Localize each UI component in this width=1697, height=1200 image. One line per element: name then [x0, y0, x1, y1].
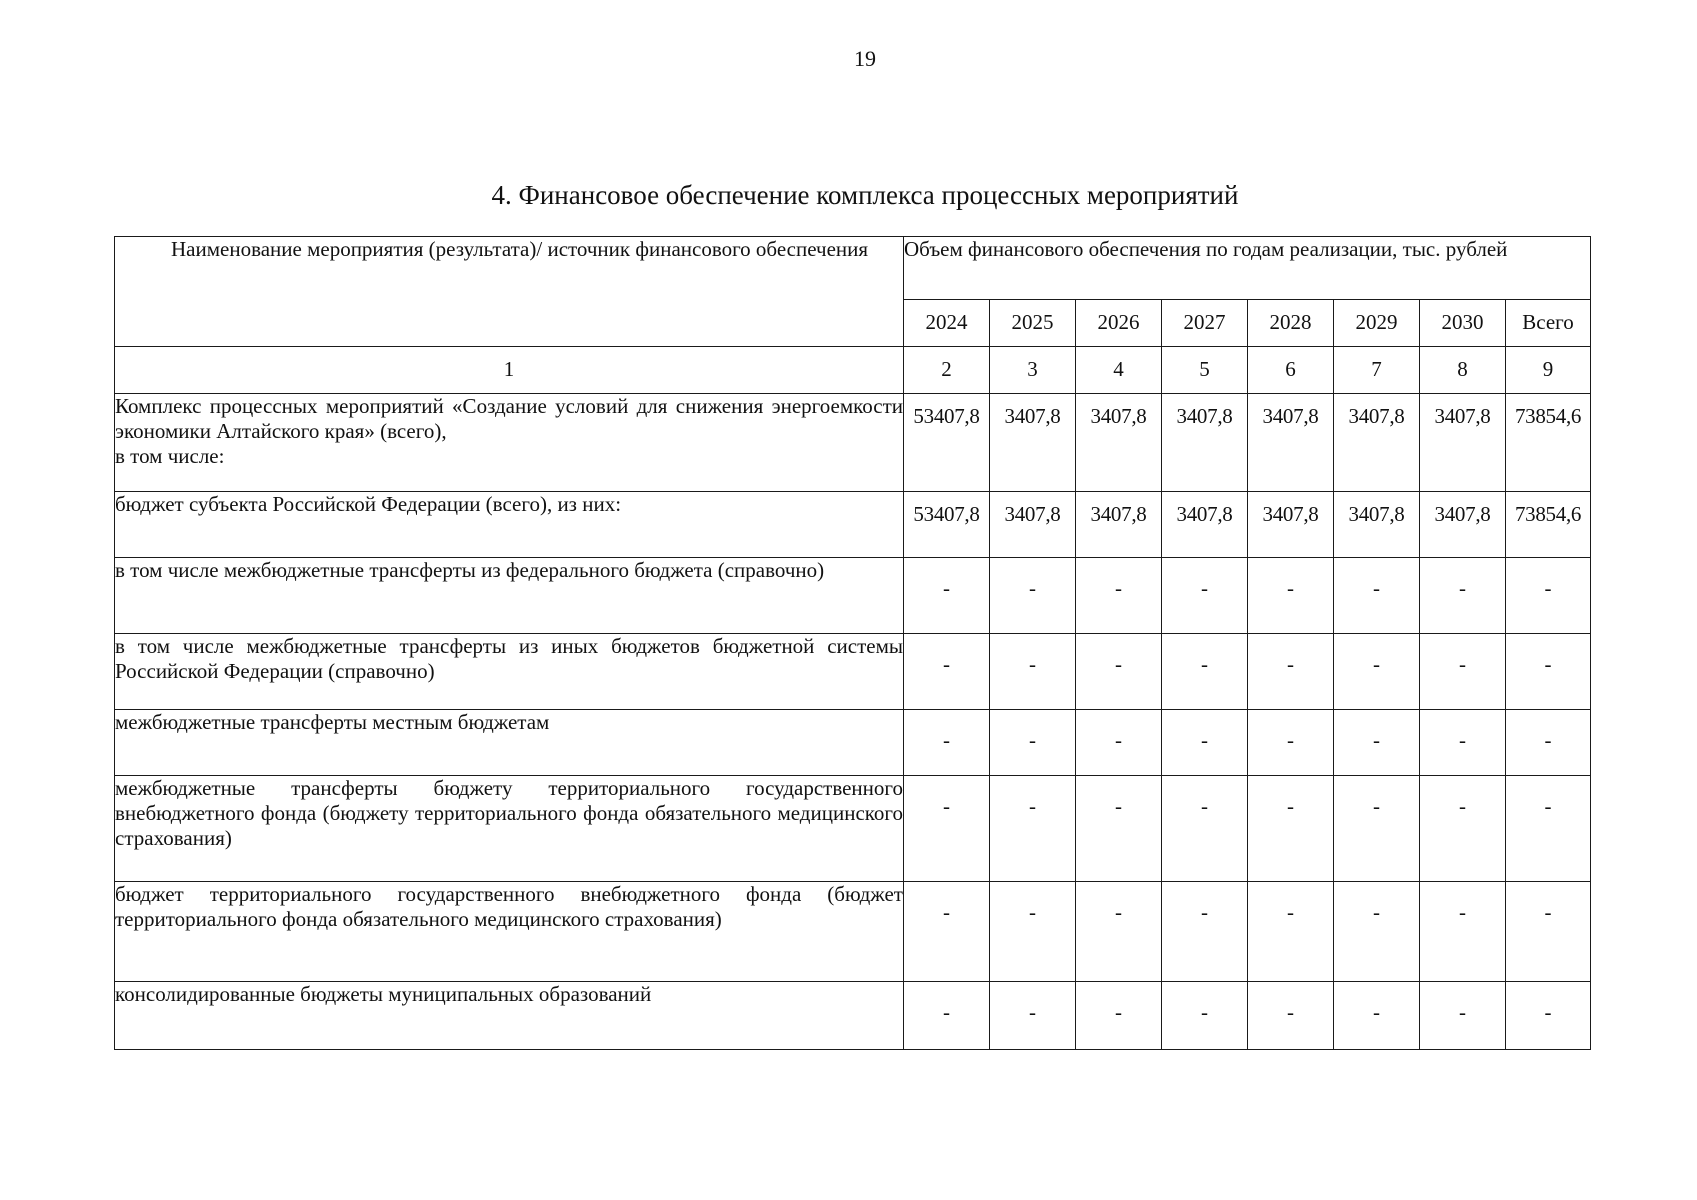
value-cell: -	[990, 776, 1076, 882]
row-name-cell: бюджет субъекта Российской Федерации (всего), из них:	[115, 492, 904, 558]
row-name-cell: межбюджетные трансферты бюджету территориального государственного внебюджетного фонда (бюджету территориального фонда обязательного медицинского страхования)	[115, 776, 904, 882]
value-cell: 3407,8	[1420, 394, 1506, 492]
value-cell: 3407,8	[1248, 492, 1334, 558]
column-number-cell: 5	[1162, 347, 1248, 394]
value-cell: 3407,8	[1248, 394, 1334, 492]
table-row	[115, 634, 1591, 710]
header-name-cell: Наименование мероприятия (результата)/ источник финансового обеспечения	[115, 237, 904, 347]
value-cell: -	[1162, 882, 1248, 982]
value-cell: 3407,8	[990, 394, 1076, 492]
total-value-cell: 73854,6	[1506, 492, 1591, 558]
value-cell: 3407,8	[1162, 492, 1248, 558]
column-numbers-row	[115, 347, 1591, 394]
column-number-cell: 6	[1248, 347, 1334, 394]
table-row	[115, 710, 1591, 776]
value-cell: -	[1420, 982, 1506, 1050]
value-cell: -	[1162, 982, 1248, 1050]
column-number-cell: 8	[1420, 347, 1506, 394]
value-cell: 3407,8	[1334, 394, 1420, 492]
year-cell: 2026	[1076, 300, 1162, 347]
value-cell: -	[1334, 710, 1420, 776]
year-cell: 2025	[990, 300, 1076, 347]
row-name-cell: консолидированные бюджеты муниципальных образований	[115, 982, 904, 1050]
page-number: 19	[854, 46, 876, 71]
value-cell: -	[1248, 710, 1334, 776]
value-cell: -	[990, 558, 1076, 634]
value-cell: -	[904, 776, 990, 882]
value-cell: -	[1248, 634, 1334, 710]
table-row	[115, 492, 1591, 558]
value-cell: -	[1420, 634, 1506, 710]
total-value-cell: 73854,6	[1506, 394, 1591, 492]
row-name-cell	[115, 394, 904, 492]
header-row	[115, 237, 1591, 300]
value-cell: -	[1334, 558, 1420, 634]
table-row	[115, 394, 1591, 492]
value-cell: -	[904, 634, 990, 710]
value-cell: -	[990, 882, 1076, 982]
value-cell: -	[1420, 710, 1506, 776]
year-cell: 2029	[1334, 300, 1420, 347]
total-value-cell: -	[1506, 710, 1591, 776]
value-cell: -	[1334, 776, 1420, 882]
year-cell: 2024	[904, 300, 990, 347]
year-total-cell: Всего	[1506, 300, 1591, 347]
value-cell: -	[1420, 776, 1506, 882]
value-cell: 53407,8	[904, 394, 990, 492]
column-number-cell: 9	[1506, 347, 1591, 394]
value-cell: -	[1334, 634, 1420, 710]
value-cell: -	[1248, 882, 1334, 982]
financing-table	[114, 236, 1591, 1050]
total-value-cell: -	[1506, 558, 1591, 634]
total-value-cell: -	[1506, 882, 1591, 982]
column-number-cell: 7	[1334, 347, 1420, 394]
value-cell: -	[1076, 634, 1162, 710]
total-value-cell: -	[1506, 776, 1591, 882]
row-name-cell: в том числе межбюджетные трансферты из иных бюджетов бюджетной системы Российской Федерации (справочно)	[115, 634, 904, 710]
value-cell: 53407,8	[904, 492, 990, 558]
value-cell: 3407,8	[1076, 492, 1162, 558]
value-cell: -	[1248, 558, 1334, 634]
header-volume-cell: Объем финансового обеспечения по годам реализации, тыс. рублей	[904, 237, 1591, 300]
column-number-cell: 1	[115, 347, 904, 394]
total-value-cell: -	[1506, 982, 1591, 1050]
value-cell: -	[1076, 776, 1162, 882]
value-cell: 3407,8	[1076, 394, 1162, 492]
row-name-cell: бюджет территориального государственного внебюджетного фонда (бюджет территориального фонда обязательного медицинского страхования)	[115, 882, 904, 982]
row-name-tail: в том числе:	[115, 444, 225, 469]
table-row	[115, 776, 1591, 882]
year-cell: 2028	[1248, 300, 1334, 347]
column-number-cell: 2	[904, 347, 990, 394]
total-value-cell: -	[1506, 634, 1591, 710]
column-number-cell: 3	[990, 347, 1076, 394]
value-cell: -	[990, 634, 1076, 710]
table-row	[115, 558, 1591, 634]
value-cell: -	[904, 710, 990, 776]
row-name-cell: в том числе межбюджетные трансферты из федерального бюджета (справочно)	[115, 558, 904, 634]
value-cell: -	[1334, 882, 1420, 982]
value-cell: 3407,8	[1162, 394, 1248, 492]
value-cell: -	[1248, 776, 1334, 882]
value-cell: -	[990, 710, 1076, 776]
year-cell: 2030	[1420, 300, 1506, 347]
table-row	[115, 982, 1591, 1050]
value-cell: 3407,8	[1420, 492, 1506, 558]
value-cell: -	[904, 558, 990, 634]
value-cell: -	[1076, 558, 1162, 634]
column-number-cell: 4	[1076, 347, 1162, 394]
section-title: 4. Финансовое обеспечение комплекса процессных мероприятий	[491, 180, 1239, 210]
value-cell: -	[904, 882, 990, 982]
value-cell: -	[1248, 982, 1334, 1050]
year-cell: 2027	[1162, 300, 1248, 347]
row-name-cell: межбюджетные трансферты местным бюджетам	[115, 710, 904, 776]
value-cell: -	[1162, 710, 1248, 776]
value-cell: -	[1420, 558, 1506, 634]
value-cell: -	[1162, 776, 1248, 882]
value-cell: -	[1076, 882, 1162, 982]
value-cell: -	[990, 982, 1076, 1050]
value-cell: -	[1076, 982, 1162, 1050]
value-cell: 3407,8	[1334, 492, 1420, 558]
value-cell: -	[1162, 634, 1248, 710]
value-cell: 3407,8	[990, 492, 1076, 558]
value-cell: -	[1420, 882, 1506, 982]
value-cell: -	[1076, 710, 1162, 776]
row-name: Комплекс процессных мероприятий «Создание условий для снижения энергоемкости экономики Алтайского края» (всего),	[115, 394, 903, 444]
value-cell: -	[904, 982, 990, 1050]
table-row	[115, 882, 1591, 982]
value-cell: -	[1162, 558, 1248, 634]
value-cell: -	[1334, 982, 1420, 1050]
